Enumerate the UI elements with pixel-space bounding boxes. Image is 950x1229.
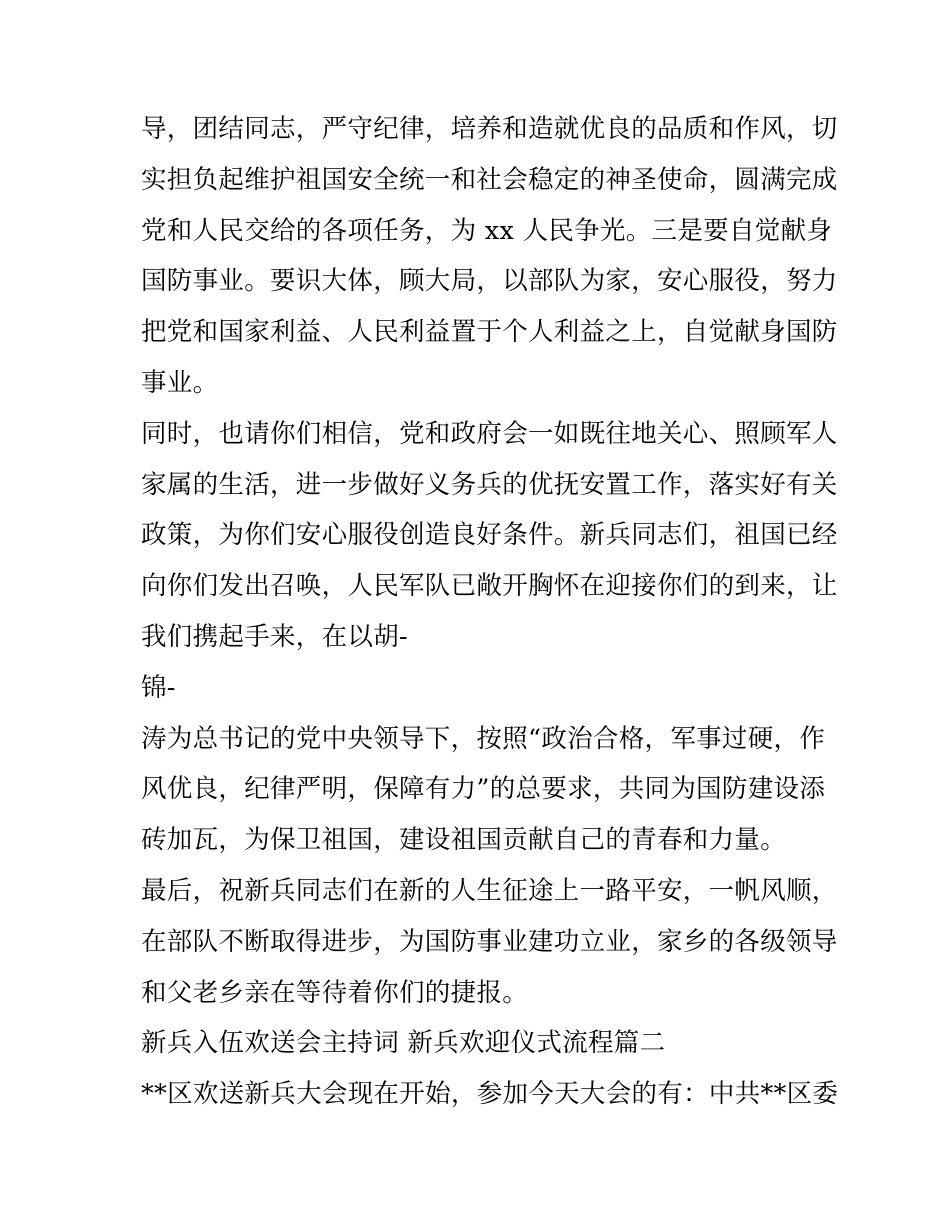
- text-line: 国防事业。要识大体，顾大局，以部队为家，安心服役，努力: [141, 266, 838, 297]
- document-body: [141, 104, 839, 1120]
- text-line: 同时，也请你们相信，党和政府会一如既往地关心、照顾军人: [141, 418, 838, 449]
- text-line: 向你们发出召唤，人民军队已敞开胸怀在迎接你们的到来，让: [141, 571, 838, 602]
- text-line: 在部队不断取得进步，为国防事业建功立业，家乡的各级领导: [141, 926, 838, 957]
- text-line: 和父老乡亲在等待着你们的捷报。: [141, 977, 529, 1008]
- text-line: 党和人民交给的各项任务，为 xx 人民争光。三是要自觉献身: [141, 215, 833, 246]
- text-line: 事业。: [141, 367, 219, 398]
- text-line: 实担负起维护祖国安全统一和社会稳定的神圣使命，圆满完成: [141, 164, 838, 195]
- text-line: 风优良，纪律严明，保障有力”的总要求，共同为国防建设添: [141, 774, 826, 805]
- text-line: 锦-: [141, 672, 176, 703]
- text-line: 导，团结同志，严守纪律，培养和造就优良的品质和作风，切: [141, 114, 838, 144]
- text-line: 家属的生活，进一步做好义务兵的优抚安置工作，落实好有关: [141, 469, 838, 500]
- text-line: 砖加瓦，为保卫祖国，建设祖国贡献自己的青春和力量。: [141, 825, 787, 856]
- text-line: 我们携起手来，在以胡-: [141, 621, 408, 652]
- text-line: 政策，为你们安心服役创造良好条件。新兵同志们，祖国已经: [141, 520, 838, 551]
- text-line: 把党和国家利益、人民利益置于个人利益之上，自觉献身国防: [141, 317, 838, 348]
- section-heading: 新兵入伍欢送会主持词 新兵欢迎仪式流程篇二: [141, 1028, 666, 1059]
- text-line: **区欢送新兵大会现在开始，参加今天大会的有：中共**区委: [141, 1079, 839, 1110]
- text-line: 最后，祝新兵同志们在新的人生征途上一路平安，一帆风顺，: [141, 875, 838, 906]
- text-line: 涛为总书记的党中央领导下，按照“政治合格，军事过硬，作: [141, 723, 826, 754]
